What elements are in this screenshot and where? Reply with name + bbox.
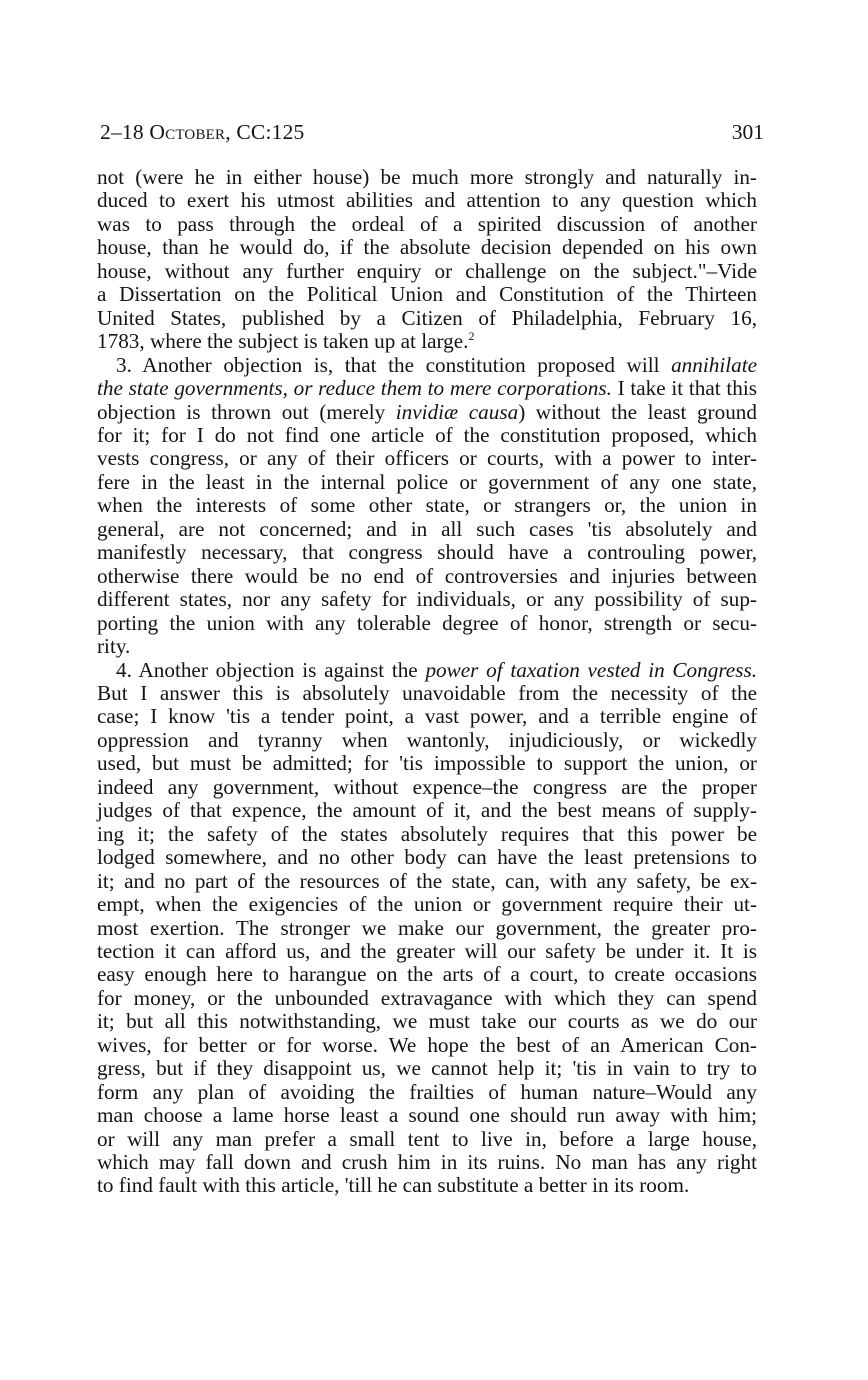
text-line [97,1010,757,1033]
text-segment: I take it that this [611,376,757,401]
text-line [97,799,757,822]
text-segment: easy enough here to harangue on the arts of a court, to create occasions [97,962,757,987]
text-line [97,682,757,705]
text-line [97,494,757,517]
text-segment: manifestly necessary, that congress should have a controuling power, [97,540,757,565]
text-line [97,447,757,470]
text-segment: empt, when the exigencies of the union or government require their ut- [97,892,757,917]
text-segment: tection it can afford us, and the greater will our safety be under it. It is [97,938,757,963]
text-line [97,401,757,424]
text-line [97,377,757,400]
text-segment: judges of that expence, the amount of it, and the best means of supply- [97,798,757,823]
text-line [97,963,757,986]
text-line [97,776,757,799]
text-segment: ) without the least ground [518,399,757,424]
text-segment: or will any man prefer a small tent to live in, before a large house, [97,1126,757,1151]
text-segment: form any plan of avoiding the frailties of human nature–Would any [97,1079,757,1104]
text-line [97,635,757,658]
text-line [97,893,757,916]
text-segment: house, without any further enquiry or challenge on the subject."–Vide [97,258,757,283]
text-line [97,354,757,377]
text-segment: not (were he in either house) be much more strongly and naturally in- [97,165,757,189]
text-line [97,659,757,682]
text-segment: it; and no part of the resources of the state, can, with any safety, be ex- [97,868,757,893]
text-segment: But I answer this is absolutely unavoidable from the necessity of the [97,680,757,705]
text-segment: it; but all this notwithstanding, we must take our courts as we do our [97,1009,757,1034]
text-line [97,307,757,330]
text-line [97,705,757,728]
text-segment: oppression and tyranny when wantonly, injudiciously, or wickedly [97,727,757,752]
text-segment: most exertion. The stronger we make our government, the greater pro- [97,915,757,940]
text-line [97,236,757,259]
body-text [97,166,757,1198]
text-segment: for it; for I do not find one article of the constitution proposed, which [97,422,757,447]
text-segment: porting the union with any tolerable degree of honor, strength or secu- [97,610,757,635]
text-segment: lodged somewhere, and no other body can have the least pretensions to [97,845,757,870]
text-segment: wives, for better or for worse. We hope the best of an American Con- [97,1032,757,1057]
text-line [97,917,757,940]
text-line [97,541,757,564]
text-segment: different states, nor any safety for individuals, or any possibility of sup- [97,587,757,612]
text-segment: 4. Another objection is against the [116,657,426,682]
text-segment: general, are not concerned; and in all such cases 'tis absolutely and [97,516,757,541]
text-segment: fere in the least in the internal police or government of any one state, [97,469,757,494]
italic-text: invidiæ causa [395,399,519,424]
text-line [97,166,757,189]
text-line [97,940,757,963]
text-segment: gress, but if they disappoint us, we cannot help it; 'tis in vain to try to [97,1056,757,1081]
text-segment: man choose a lame horse least a sound one should run away with him; [97,1103,757,1128]
running-head-doc-id: , CC:125 [225,120,305,144]
text-line [97,1057,757,1080]
text-segment: a Dissertation on the Political Union and Constitution of the Thirteen [97,282,757,307]
italic-text: power of taxation vested in Congress. [425,657,757,682]
text-segment: duced to exert his utmost abilities and attention to any question which [97,188,757,213]
footnote-marker: 2 [468,329,475,344]
italic-text: the state governments, or reduce them to mere corporations. [97,376,612,401]
text-line [97,283,757,306]
text-segment: to find fault with this article, 'till he can substitute a better in its room. [97,1173,690,1198]
text-line [97,518,757,541]
text-line [97,752,757,775]
text-line [97,1081,757,1104]
text-line [97,987,757,1010]
text-segment: used, but must be admitted; for 'tis impossible to support the union, or [97,751,757,776]
running-head-citation [100,118,304,146]
text-line [97,729,757,752]
text-line [97,870,757,893]
text-line [97,330,757,353]
text-line [97,1174,757,1197]
italic-text: annihilate [671,352,757,377]
text-segment: 1783, where the subject is taken up at large. [97,329,469,354]
text-segment: vests congress, or any of their officers or courts, with a power to inter- [97,446,757,471]
text-line [97,823,757,846]
text-line [97,846,757,869]
running-head-month: October [149,120,226,144]
text-segment: house, than he would do, if the absolute decision depended on his own [97,235,757,260]
running-head-date: 2–18 [100,120,144,144]
text-line [97,471,757,494]
page-number: 301 [731,120,764,144]
text-segment: United States, published by a Citizen of Philadelphia, February 16, [97,305,757,330]
text-segment: indeed any government, without expence–the congress are the proper [97,774,757,799]
text-line [97,189,757,212]
text-line [97,1104,757,1127]
text-segment: 3. Another objection is, that the constitution proposed will [116,352,672,377]
text-segment: otherwise there would be no end of controversies and injuries between [97,563,757,588]
text-segment: was to pass through the ordeal of a spirited discussion of another [97,211,757,236]
text-line [97,1128,757,1151]
text-line [97,1034,757,1057]
text-segment: for money, or the unbounded extravagance with which they can spend [97,985,757,1010]
text-segment: case; I know 'tis a tender point, a vast power, and a terrible engine of [97,704,757,729]
text-line [97,612,757,635]
text-line [97,424,757,447]
text-segment: which may fall down and crush him in its ruins. No man has any right [97,1150,757,1175]
text-segment: ing it; the safety of the states absolutely requires that this power be [97,821,757,846]
text-segment: objection is thrown out (merely [97,399,396,424]
text-line [97,213,757,236]
running-head [100,118,764,146]
text-segment: rity. [97,634,131,659]
text-line [97,565,757,588]
text-segment: when the interests of some other state, or strangers or, the union in [97,493,757,518]
text-line [97,260,757,283]
text-line [97,1151,757,1174]
text-line [97,588,757,611]
